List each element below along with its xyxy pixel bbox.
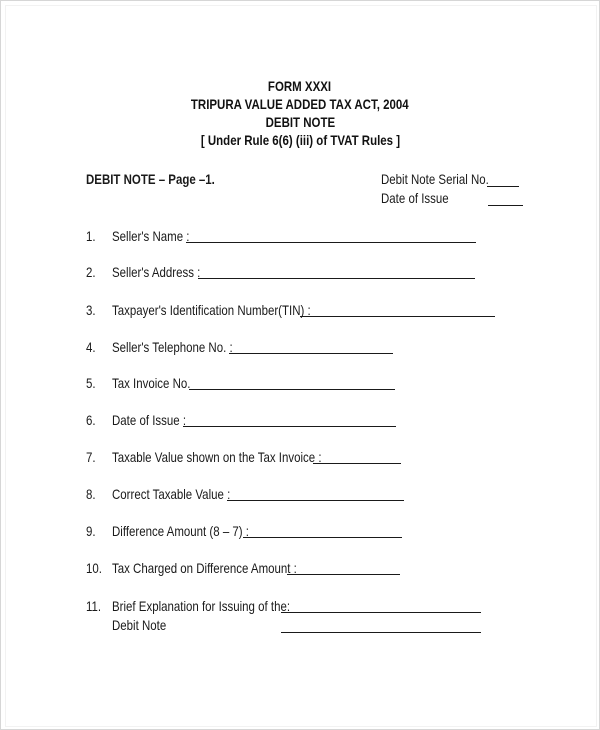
date-of-issue-item-field[interactable]	[183, 426, 396, 427]
field-number: 2.	[86, 264, 96, 280]
field-number: 4.	[86, 339, 96, 355]
rule-reference: [ Under Rule 6(6) (iii) of TVAT Rules ]	[200, 132, 400, 148]
field-label-difference-amount: Difference Amount (8 – 7) :	[112, 523, 249, 539]
field-label-tin: Taxpayer's Identification Number(TIN) :	[112, 302, 311, 318]
field-label-date-of-issue: Date of Issue :	[112, 412, 187, 428]
field-number: 1.	[86, 228, 96, 244]
field-label-taxable-value-invoice: Taxable Value shown on the Tax Invoice :	[112, 449, 322, 465]
field-label-tax-on-difference: Tax Charged on Difference Amount :	[112, 560, 297, 576]
page-label: DEBIT NOTE – Page –1.	[86, 171, 215, 187]
field-label-sellers-telephone: Seller's Telephone No. :	[112, 339, 233, 355]
sellers-telephone-field[interactable]	[229, 353, 393, 354]
difference-amount-field[interactable]	[243, 537, 402, 538]
form-number: FORM XXXI	[268, 78, 332, 94]
form-header	[0, 77, 600, 149]
tin-field[interactable]	[300, 316, 495, 317]
explanation-field-line1[interactable]	[281, 612, 481, 613]
explanation-field-line2[interactable]	[281, 632, 481, 633]
serial-no-label: Debit Note Serial No.	[381, 171, 489, 187]
field-number: 9.	[86, 523, 96, 539]
field-label-explanation-line2: Debit Note	[112, 617, 167, 633]
field-label-explanation: Brief Explanation for Issuing of the:	[112, 598, 291, 614]
field-number: 7.	[86, 449, 96, 465]
act-title: TRIPURA VALUE ADDED TAX ACT, 2004	[191, 96, 409, 112]
field-number: 11.	[86, 598, 102, 614]
tax-on-difference-field[interactable]	[287, 574, 400, 575]
field-label-sellers-address: Seller's Address :	[112, 264, 201, 280]
field-number: 5.	[86, 375, 96, 391]
tax-invoice-no-field[interactable]	[189, 389, 395, 390]
field-number: 10.	[86, 560, 102, 576]
field-number: 8.	[86, 486, 96, 502]
serial-no-field[interactable]	[487, 186, 519, 187]
sellers-name-field[interactable]	[186, 242, 476, 243]
field-number: 3.	[86, 302, 96, 318]
taxable-value-invoice-field[interactable]	[313, 463, 401, 464]
field-label-tax-invoice-no: Tax Invoice No.	[112, 375, 191, 391]
field-label-sellers-name: Seller's Name :	[112, 228, 190, 244]
sellers-address-field[interactable]	[198, 278, 475, 279]
correct-taxable-value-field[interactable]	[227, 500, 404, 501]
date-of-issue-label: Date of Issue	[381, 190, 449, 206]
document-type: DEBIT NOTE	[265, 114, 335, 130]
field-number: 6.	[86, 412, 96, 428]
date-of-issue-field[interactable]	[488, 205, 523, 206]
field-label-correct-taxable-value: Correct Taxable Value :	[112, 486, 231, 502]
